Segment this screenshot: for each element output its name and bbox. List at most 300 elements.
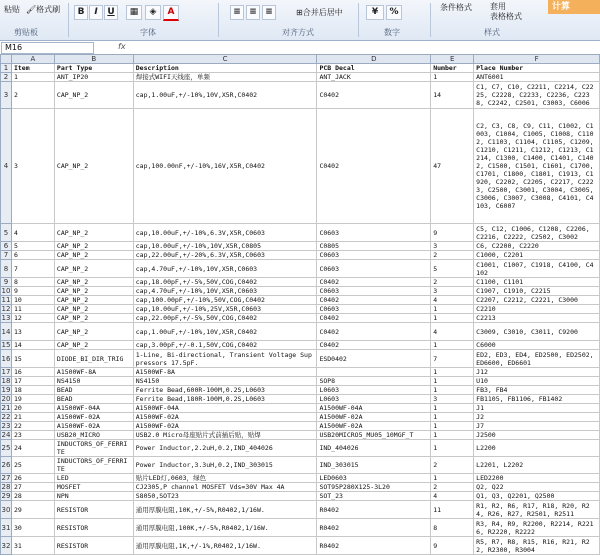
table-row — [1, 224, 600, 242]
column-header[interactable]: E — [431, 55, 474, 64]
cell-item[interactable]: 11 — [11, 305, 54, 314]
cell-item[interactable]: 9 — [11, 287, 54, 296]
border-button[interactable] — [126, 5, 142, 20]
cell-place[interactable]: C1100, C1101 — [474, 278, 600, 287]
cell-pcb[interactable]: C0402 — [317, 82, 431, 109]
row-header[interactable]: 17 — [1, 368, 11, 376]
cell-num[interactable]: 3 — [431, 287, 474, 296]
cell-place[interactable]: J12 — [474, 368, 600, 377]
row-header[interactable]: 19 — [1, 386, 11, 394]
cell-desc[interactable]: CJ2305,P channel MOSFET Vds=30V Max 4A — [133, 483, 317, 492]
table-row — [1, 341, 600, 350]
cell-place[interactable]: U10 — [474, 377, 600, 386]
cell-place[interactable]: R5, R7, R8, R15, R16, R21, R22, R2300, R3004 — [474, 537, 600, 555]
cell-item[interactable]: 20 — [11, 404, 54, 413]
table-row — [1, 368, 600, 377]
bold-button[interactable]: B — [74, 5, 88, 20]
cell-part[interactable]: DIODE_BI_DIR_TRIG — [54, 350, 133, 368]
conditional-format-button[interactable]: 条件格式 — [440, 3, 472, 12]
row-header[interactable]: 16 — [1, 350, 12, 368]
cell-part[interactable]: CAP_NP_2 — [54, 341, 133, 350]
cell-pcb[interactable]: IND_303015 — [317, 457, 431, 474]
fill-bucket-icon: ◈ — [149, 7, 157, 17]
font-color-button[interactable]: A — [163, 5, 179, 21]
border-icon: ▦ — [129, 7, 139, 17]
cell-desc[interactable]: 通用厚膜电阻,10K,+/-5%,R0402,1/16W. — [133, 501, 317, 519]
cell-part[interactable]: A1500WF-04A — [54, 404, 133, 413]
cell-pcb[interactable]: C0603 — [317, 224, 431, 242]
cell-item[interactable]: 30 — [11, 519, 54, 537]
cell-item[interactable]: 15 — [11, 350, 54, 368]
align-center-icon: ≡ — [249, 7, 257, 17]
cell-num[interactable]: 1 — [431, 314, 474, 323]
cell-num[interactable]: 1 — [431, 404, 474, 413]
cell-desc[interactable]: USB2.0 Micro母座贴片式前插后贴，贴焊 — [133, 431, 317, 440]
cell-pcb[interactable]: C0603 — [317, 260, 431, 278]
cell-num[interactable]: 9 — [431, 537, 474, 555]
cell-item[interactable]: 2 — [11, 82, 54, 109]
table-row — [1, 82, 600, 109]
cell-item[interactable]: 21 — [11, 413, 54, 422]
column-header[interactable]: B — [54, 55, 133, 64]
column-header[interactable]: F — [474, 55, 600, 64]
cell-pcb[interactable]: A1500WF-04A — [317, 404, 431, 413]
row-header[interactable]: 20 — [1, 395, 11, 403]
cell-item[interactable]: 29 — [11, 501, 54, 519]
row-header[interactable]: 30 — [1, 501, 12, 519]
cell-part[interactable]: CAP_NP_2 — [54, 278, 133, 287]
cell-num[interactable]: 1 — [431, 474, 474, 483]
row-header[interactable]: 22 — [1, 413, 11, 421]
cell-item[interactable]: 3 — [11, 109, 54, 224]
cell-place[interactable]: C2, C3, C8, C9, C11, C1002, C1003, C1004, C1005, C1008, C1102, C1103, C1104, C1105, C1209, C1210, C1211, C1212, C1213, C1214, C1300, C1400, C1401, C1402, C1500, C1501, C1601, C1700, C1701, C1800, C1801, C1913, C1920, C2202, C2205, C2217, C2223, C2500, C3001, C3004, C3005, C3006, C3007, C3008, C4101, C4103, C6007 — [474, 109, 600, 224]
table-row — [1, 260, 600, 278]
cell-num[interactable]: 1 — [431, 341, 474, 350]
row-header[interactable]: 15 — [1, 341, 11, 349]
cell-item[interactable]: 14 — [11, 341, 54, 350]
cell-desc[interactable]: S8050,SOT23 — [133, 492, 317, 501]
group-label-alignment: 对齐方式 — [282, 28, 314, 37]
cell-item[interactable]: 6 — [11, 251, 54, 260]
cell-part[interactable]: CAP_NP_2 — [54, 242, 133, 251]
cell-place[interactable]: C2207, C2212, C2221, C3000 — [474, 296, 600, 305]
table-row — [1, 474, 600, 483]
table-row — [1, 457, 600, 474]
cell-desc[interactable]: cap,10.00uF,+/-10%,10V,X5R,C0805 — [133, 242, 317, 251]
cell-desc[interactable]: Ferrite Bead,600R-100M,0.2S,L0603 — [133, 386, 317, 395]
cell-desc[interactable]: A1500WF-02A — [133, 413, 317, 422]
table-row — [1, 251, 600, 260]
table-row — [1, 501, 600, 519]
cell-num[interactable]: 3 — [431, 395, 474, 404]
calc-style-cell[interactable]: 计算 — [548, 0, 600, 14]
cell-desc[interactable]: cap,3.00pF,+/-0.1,50V,COG,C0402 — [133, 341, 317, 350]
brush-icon: 🖌 — [26, 5, 37, 14]
row-header[interactable]: 2 — [1, 73, 12, 82]
cell-place[interactable]: C1, C7, C10, C2211, C2214, C2225, C2228, C2233, C2236, C2238, C2242, C2501, C3003, C6006 — [474, 82, 600, 109]
table-row — [1, 413, 600, 422]
cell-num[interactable]: 2 — [431, 251, 474, 260]
cell-place[interactable]: L2201, L2202 — [474, 457, 600, 474]
cell-num[interactable]: 2 — [431, 457, 474, 474]
cell-part[interactable]: CAP_NP_2 — [54, 109, 133, 224]
name-box[interactable]: M16 — [1, 42, 94, 54]
cell-place[interactable]: Q1, Q3, Q2201, Q2500 — [474, 492, 600, 501]
cell-place[interactable]: Place Number — [474, 64, 600, 73]
cell-desc[interactable]: 通用厚膜电阻,1K,+/-1%,R0402,1/16W. — [133, 537, 317, 555]
table-row — [1, 386, 600, 395]
row-header[interactable]: 12 — [1, 305, 11, 313]
select-all-corner[interactable] — [1, 55, 12, 64]
row-header[interactable]: 4 — [1, 109, 12, 224]
cell-part[interactable]: CAP_NP_2 — [54, 251, 133, 260]
row-header[interactable]: 27 — [1, 474, 11, 482]
cell-num[interactable]: 11 — [431, 501, 474, 519]
cell-part[interactable]: LED — [54, 474, 133, 483]
table-row — [1, 519, 600, 537]
cell-pcb[interactable]: C0603 — [317, 251, 431, 260]
cell-part[interactable]: A1500WF-02A — [54, 413, 133, 422]
column-header[interactable]: A — [11, 55, 54, 64]
cell-desc[interactable]: cap,4.70uF,+/-10%,10V,X5R,C0603 — [133, 287, 317, 296]
sheet-table — [0, 54, 600, 555]
cell-pcb[interactable]: R0402 — [317, 519, 431, 537]
formula-input[interactable] — [134, 42, 594, 52]
cell-part[interactable]: NS4150 — [54, 377, 133, 386]
cell-place[interactable]: FB1105, FB1106, FB1402 — [474, 395, 600, 404]
row-header[interactable]: 6 — [1, 242, 12, 251]
cell-item[interactable]: 12 — [11, 314, 54, 323]
cell-num[interactable]: 1 — [431, 386, 474, 395]
cell-item[interactable]: 10 — [11, 296, 54, 305]
cell-num[interactable]: 1 — [431, 73, 474, 82]
cell-part[interactable]: CAP_NP_2 — [54, 305, 133, 314]
cell-desc[interactable]: cap,10.00uF,+/-10%,25V,X5R,C0603 — [133, 305, 317, 314]
cell-num[interactable]: 9 — [431, 224, 474, 242]
cell-place[interactable]: ANT6001 — [474, 73, 600, 82]
row-header[interactable]: 1 — [1, 64, 12, 73]
align-left-button[interactable] — [230, 5, 244, 20]
cell-pcb[interactable]: SOT95P280X125-3L20 — [317, 483, 431, 492]
cell-place[interactable]: R1, R2, R6, R17, R18, R20, R24, R26, R27, R2501, R2511 — [474, 501, 600, 519]
row-header[interactable]: 8 — [1, 260, 12, 278]
align-right-icon: ≡ — [265, 7, 273, 17]
cell-item[interactable]: 27 — [11, 483, 54, 492]
table-format-button[interactable]: 套用 表格格式 — [490, 2, 522, 21]
cell-part[interactable]: CAP_NP_2 — [54, 82, 133, 109]
cell-item[interactable]: 13 — [11, 323, 54, 341]
header-row — [1, 64, 600, 73]
cell-pcb[interactable]: C0402 — [317, 296, 431, 305]
cell-desc[interactable]: cap,4.70uF,+/-10%,10V,X5R,C0603 — [133, 260, 317, 278]
cell-place[interactable]: C1001, C1007, C1918, C4100, C4102 — [474, 260, 600, 278]
cell-part[interactable]: CAP_NP_2 — [54, 314, 133, 323]
cell-pcb[interactable]: IND_404026 — [317, 440, 431, 457]
cell-pcb[interactable]: A1500WF-02A — [317, 413, 431, 422]
row-header[interactable]: 29 — [1, 492, 11, 500]
cell-num[interactable]: 47 — [431, 109, 474, 224]
cell-place[interactable]: ED2, ED3, ED4, ED2500, ED2502, ED6600, ED6601 — [474, 350, 600, 368]
row-header[interactable]: 23 — [1, 422, 11, 430]
cell-desc[interactable]: cap,22.00pF,+/-5%,50V,COG,C0402 — [133, 314, 317, 323]
cell-desc[interactable]: NS4150 — [133, 377, 317, 386]
cell-num[interactable]: 2 — [431, 483, 474, 492]
cell-item[interactable]: 8 — [11, 278, 54, 287]
cell-pcb[interactable]: C0603 — [317, 287, 431, 296]
cell-num[interactable]: 1 — [431, 422, 474, 431]
format-painter-button[interactable] — [26, 4, 60, 15]
cell-desc[interactable]: Description — [133, 64, 317, 73]
cell-num[interactable]: Number — [431, 64, 474, 73]
cell-num[interactable]: 1 — [431, 377, 474, 386]
cell-item[interactable]: 24 — [11, 440, 54, 457]
cell-pcb[interactable]: ESD0402 — [317, 350, 431, 368]
row-header[interactable]: 28 — [1, 483, 11, 491]
cell-part[interactable]: USB20_MICRO — [54, 431, 133, 440]
group-label-font: 字体 — [140, 28, 156, 37]
cell-item[interactable]: 5 — [11, 242, 54, 251]
cell-item[interactable]: 22 — [11, 422, 54, 431]
cell-place[interactable]: J1 — [474, 404, 600, 413]
row-header[interactable]: 11 — [1, 296, 11, 304]
cell-pcb[interactable]: A1500WF-02A — [317, 422, 431, 431]
percent-button[interactable] — [386, 5, 402, 20]
cell-pcb[interactable]: C0402 — [317, 314, 431, 323]
align-right-button[interactable] — [262, 5, 276, 20]
row-header[interactable]: 25 — [1, 440, 12, 457]
cell-part[interactable]: CAP_NP_2 — [54, 287, 133, 296]
cell-num[interactable]: 1 — [431, 413, 474, 422]
cell-num[interactable]: 3 — [431, 242, 474, 251]
row-header[interactable]: 10 — [1, 287, 11, 295]
cell-item[interactable]: 1 — [11, 73, 54, 82]
row-header[interactable]: 31 — [1, 519, 12, 537]
cell-place[interactable]: C2210 — [474, 305, 600, 314]
cell-place[interactable]: L2200 — [474, 440, 600, 457]
underline-button[interactable]: U — [104, 5, 118, 20]
cell-num[interactable]: 8 — [431, 519, 474, 537]
table-row — [1, 287, 600, 296]
cell-desc[interactable]: Power Inductor,3.3uH,0.2,IND_303015 — [133, 457, 317, 474]
cell-num[interactable]: 1 — [431, 431, 474, 440]
table-row — [1, 73, 600, 82]
merge-center-button[interactable] — [296, 7, 343, 18]
cell-part[interactable]: CAP_NP_2 — [54, 224, 133, 242]
cell-item[interactable]: 16 — [11, 368, 54, 377]
cell-num[interactable]: 4 — [431, 323, 474, 341]
row-header[interactable]: 32 — [1, 537, 12, 555]
cell-place[interactable]: C1907, C1910, C2215 — [474, 287, 600, 296]
cell-pcb[interactable]: R0402 — [317, 501, 431, 519]
group-divider — [68, 3, 69, 37]
cell-num[interactable]: 1 — [431, 440, 474, 457]
cell-desc[interactable]: Power Inductor,2.2uH,0.2,IND_404026 — [133, 440, 317, 457]
cell-pcb[interactable]: LED0603 — [317, 474, 431, 483]
spreadsheet-grid — [0, 54, 600, 556]
cell-part[interactable]: RESISTOR — [54, 519, 133, 537]
cell-desc[interactable]: cap,10.00uF,+/-10%,6.3V,X5R,C0603 — [133, 224, 317, 242]
cell-desc[interactable]: A1500WF-8A — [133, 368, 317, 377]
table-row — [1, 404, 600, 413]
cell-part[interactable]: Part Type — [54, 64, 133, 73]
cell-place[interactable]: J2 — [474, 413, 600, 422]
cell-desc[interactable]: Ferrite Bead,180R-100M,0.2S,L0603 — [133, 395, 317, 404]
cell-part[interactable]: CAP_NP_2 — [54, 260, 133, 278]
fx-icon[interactable]: fx — [118, 42, 126, 51]
cell-num[interactable]: 4 — [431, 492, 474, 501]
cell-pcb[interactable]: PCB Decal — [317, 64, 431, 73]
group-label-clipboard: 剪贴板 — [14, 28, 38, 37]
cell-item[interactable]: 28 — [11, 492, 54, 501]
cell-part[interactable]: CAP_NP_2 — [54, 323, 133, 341]
cell-pcb[interactable]: L0603 — [317, 395, 431, 404]
cell-desc[interactable]: 通用厚膜电阻,100K,+/-5%,R0402,1/16W. — [133, 519, 317, 537]
cell-part[interactable]: A1500WF-02A — [54, 422, 133, 431]
cell-place[interactable]: C6000 — [474, 341, 600, 350]
cell-item[interactable]: Item — [11, 64, 54, 73]
cell-item[interactable]: 4 — [11, 224, 54, 242]
cell-item[interactable]: 18 — [11, 386, 54, 395]
cell-part[interactable]: RESISTOR — [54, 537, 133, 555]
row-header[interactable]: 7 — [1, 251, 12, 260]
row-header[interactable]: 18 — [1, 377, 11, 385]
cell-pcb[interactable]: C0603 — [317, 305, 431, 314]
row-header[interactable]: 21 — [1, 404, 11, 412]
table-row — [1, 395, 600, 404]
group-label-number: 数字 — [384, 28, 400, 37]
cell-num[interactable]: 7 — [431, 350, 474, 368]
cell-pcb[interactable]: SOP8 — [317, 377, 431, 386]
row-header[interactable]: 9 — [1, 278, 12, 287]
cell-num[interactable]: 4 — [431, 296, 474, 305]
table-row — [1, 109, 600, 224]
table-row — [1, 242, 600, 251]
cell-desc[interactable]: cap,100.00pF,+/-10%,50V,COG,C0402 — [133, 296, 317, 305]
cell-place[interactable]: Q2, Q22 — [474, 483, 600, 492]
cell-place[interactable]: C1000, C2201 — [474, 251, 600, 260]
cell-part[interactable]: ANT_IP20 — [54, 73, 133, 82]
cell-num[interactable]: 14 — [431, 82, 474, 109]
cell-pcb[interactable]: C0402 — [317, 341, 431, 350]
currency-button[interactable] — [366, 5, 384, 20]
column-header[interactable]: C — [133, 55, 317, 64]
cell-place[interactable]: LED2200 — [474, 474, 600, 483]
cell-item[interactable]: 31 — [11, 537, 54, 555]
cell-pcb[interactable] — [317, 368, 431, 377]
cell-pcb[interactable]: C0402 — [317, 323, 431, 341]
cell-item[interactable]: 23 — [11, 431, 54, 440]
cell-part[interactable]: A1500WF-8A — [54, 368, 133, 377]
italic-button[interactable]: I — [89, 5, 103, 20]
cell-num[interactable]: 1 — [431, 305, 474, 314]
cell-desc[interactable]: A1500WF-02A — [133, 422, 317, 431]
cell-place[interactable]: J7 — [474, 422, 600, 431]
group-divider — [358, 3, 359, 37]
cell-item[interactable]: 19 — [11, 395, 54, 404]
cell-desc[interactable]: cap,22.00uF,+/-20%,6.3V,X5R,C0603 — [133, 251, 317, 260]
cell-place[interactable]: C6, C2200, C2220 — [474, 242, 600, 251]
table-row — [1, 440, 600, 457]
cell-num[interactable]: 5 — [431, 260, 474, 278]
group-divider — [430, 3, 431, 37]
cell-pcb[interactable]: L0603 — [317, 386, 431, 395]
row-header[interactable]: 13 — [1, 314, 11, 322]
cell-pcb[interactable]: C0402 — [317, 109, 431, 224]
formula-bar — [0, 41, 600, 55]
merge-icon: ⊞ — [296, 8, 303, 17]
cell-place[interactable]: R3, R4, R9, R2200, R2214, R2216, R2220, R2222 — [474, 519, 600, 537]
currency-icon: ¥ — [371, 7, 379, 17]
table-row — [1, 296, 600, 305]
align-left-icon: ≡ — [233, 7, 241, 17]
cell-pcb[interactable]: C0805 — [317, 242, 431, 251]
table-row — [1, 314, 600, 323]
row-header[interactable]: 26 — [1, 457, 12, 474]
cell-place[interactable]: C5, C12, C1006, C1208, C2206, C2216, C2222, C2502, C3002 — [474, 224, 600, 242]
cell-pcb[interactable]: R0402 — [317, 537, 431, 555]
align-center-button[interactable] — [246, 5, 260, 20]
cell-item[interactable]: 7 — [11, 260, 54, 278]
format-painter-label: 格式刷 — [36, 5, 61, 14]
cell-part[interactable]: INDUCTORS_OF_FERRITE — [54, 457, 133, 474]
paste-button[interactable]: 粘贴 — [4, 5, 20, 14]
cell-part[interactable]: INDUCTORS_OF_FERRITE — [54, 440, 133, 457]
table-row — [1, 350, 600, 368]
cell-place[interactable]: J2500 — [474, 431, 600, 440]
cell-place[interactable]: C2213 — [474, 314, 600, 323]
cell-desc[interactable]: cap,1.00uF,+/-10%,10V,X5R,C0402 — [133, 82, 317, 109]
cell-pcb[interactable]: SOT_23 — [317, 492, 431, 501]
row-header[interactable]: 14 — [1, 323, 12, 341]
cell-pcb[interactable]: USB20MICRO5_MU05_10MGF_T — [317, 431, 431, 440]
cell-part[interactable]: MOSFET — [54, 483, 133, 492]
cell-num[interactable]: 1 — [431, 368, 474, 377]
cell-part[interactable]: BEAD — [54, 395, 133, 404]
row-header[interactable]: 24 — [1, 431, 11, 439]
cell-item[interactable]: 17 — [11, 377, 54, 386]
cell-place[interactable]: C3009, C3010, C3011, C9200 — [474, 323, 600, 341]
cell-desc[interactable]: 焊接式WIFI天线座，单频 — [133, 73, 317, 82]
cell-pcb[interactable]: C0402 — [317, 278, 431, 287]
cell-part[interactable]: RESISTOR — [54, 501, 133, 519]
column-header[interactable]: D — [317, 55, 431, 64]
cell-desc[interactable]: 1-Line, Bi-directional, Transient Voltage Suppressors 17.5pF. — [133, 350, 317, 368]
cell-desc[interactable]: cap,18.00pF,+/-5%,50V,COG,C0402 — [133, 278, 317, 287]
cell-pcb[interactable]: ANT_JACK — [317, 73, 431, 82]
cell-part[interactable]: CAP_NP_2 — [54, 296, 133, 305]
row-header[interactable]: 3 — [1, 82, 12, 109]
cell-item[interactable]: 26 — [11, 474, 54, 483]
cell-desc[interactable]: cap,100.00nF,+/-10%,16V,X5R,C0402 — [133, 109, 317, 224]
cell-num[interactable]: 2 — [431, 278, 474, 287]
cell-item[interactable]: 25 — [11, 457, 54, 474]
cell-desc[interactable]: A1500WF-04A — [133, 404, 317, 413]
cell-part[interactable]: NPN — [54, 492, 133, 501]
ribbon-toolbar — [0, 0, 600, 41]
cell-part[interactable]: BEAD — [54, 386, 133, 395]
table-row — [1, 537, 600, 555]
row-header[interactable]: 5 — [1, 224, 12, 242]
group-divider — [218, 3, 219, 37]
cell-desc[interactable]: cap,1.00uF,+/-10%,10V,X5R,C0402 — [133, 323, 317, 341]
cell-place[interactable]: FB3, FB4 — [474, 386, 600, 395]
group-label-styles: 样式 — [484, 28, 500, 37]
fill-color-button[interactable] — [145, 5, 161, 20]
table-row — [1, 305, 600, 314]
table-row — [1, 492, 600, 501]
table-row — [1, 278, 600, 287]
cell-desc[interactable]: 贴片LED灯,0603，绿色 — [133, 474, 317, 483]
